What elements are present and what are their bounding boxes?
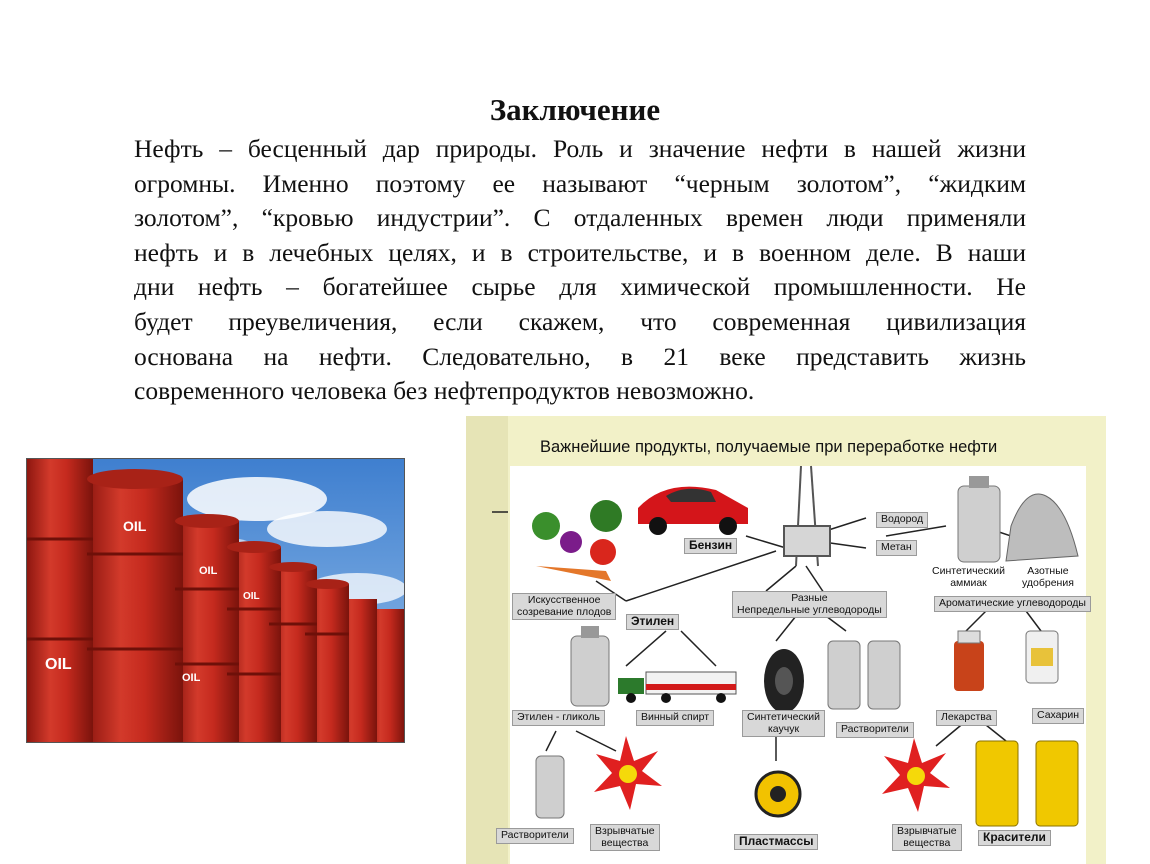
paragraph-line: золотом”, “кровью индустрии”. С отдаленных времен люди применяли: [134, 203, 1026, 233]
label-benzin: Бензин: [684, 538, 737, 554]
label-vzryv-2: [892, 824, 962, 851]
paragraph-line: современного человека без нефтепродуктов невозможно.: [134, 376, 755, 406]
diagram-graphics: [466, 416, 1106, 864]
label-kauchuk-line2: каучук: [767, 722, 800, 735]
label-metan: Метан: [876, 540, 917, 556]
paragraph-line: нефть и в лечебных целях, и в строительстве, и в военном деле. В наши: [134, 237, 1026, 267]
label-udobrenia-line2: удобрения: [1022, 576, 1074, 589]
paragraph-line: огромны. Именно поэтому ее называют “черным золотом”, “жидким: [134, 168, 1026, 198]
saccharin-jar-icon: [1026, 631, 1058, 683]
ethylene-bottle-icon: [571, 626, 609, 706]
label-kauchuk: [742, 710, 825, 737]
label-udobrenia: [1018, 565, 1078, 590]
label-sozrevanie-line2: созревание плодов: [517, 605, 612, 618]
paragraph-line: дни нефть – богатейшее сырье для химической промышленности. Не: [134, 272, 1026, 302]
solvent-bottle-icon: [536, 756, 564, 818]
label-aromatic: Ароматические углеводороды: [934, 596, 1091, 612]
label-vzryv-2-line2: вещества: [903, 836, 951, 849]
label-vzryv-2-line1: Взрывчатые: [897, 825, 957, 837]
label-sozrevanie-line1: Искусственное: [527, 594, 601, 606]
paragraph-line: Нефть – бесценный дар природы. Роль и значение нефти в нашей жизни: [134, 134, 1026, 163]
label-raznye: [732, 591, 887, 618]
label-spirt: Винный спирт: [636, 710, 714, 726]
plastic-gear-icon: [756, 772, 800, 816]
label-kauchuk-line1: Синтетический: [747, 711, 820, 723]
barrel-label: OIL: [123, 518, 147, 534]
label-vodorod: Водород: [876, 512, 928, 528]
conclusion-paragraph: [134, 132, 1026, 409]
diagram-title: Важнейшие продукты, получаемые при переработке нефти: [540, 438, 998, 456]
barrel-label: OIL: [45, 656, 72, 673]
label-plastmassy: Пластмассы: [734, 834, 818, 850]
label-raznye-line2: Непредельные углеводороды: [737, 603, 882, 616]
barrel-label: OIL: [199, 565, 218, 577]
label-lekarstva: Лекарства: [936, 710, 997, 726]
bottle-icon: [958, 476, 1000, 562]
paragraph-line: основана на нефти. Следовательно, в 21 веке представить жизнь: [134, 341, 1026, 371]
barrel-label: OIL: [243, 591, 260, 602]
label-etilenglikol: Этилен - гликоль: [512, 710, 605, 726]
tire-icon: [764, 649, 804, 713]
label-etilen: Этилен: [626, 614, 679, 630]
label-rastvoriteli-top: Растворители: [836, 722, 914, 738]
oil-products-diagram: [466, 416, 1106, 864]
barrel-label: OIL: [182, 672, 201, 684]
label-udobrenia-line1: Азотные: [1027, 565, 1069, 577]
medicine-bottle-icon: [954, 631, 984, 691]
label-ammiak-line1: Синтетический: [932, 565, 1005, 577]
label-ammiak-line2: аммиак: [950, 576, 987, 589]
oil-barrels-illustration: [27, 459, 405, 743]
label-raznye-line1: Разные: [791, 592, 828, 604]
slide-title: Заключение: [489, 92, 661, 127]
label-vzryv-1-line2: вещества: [601, 836, 649, 849]
label-krasiteli: Красители: [978, 830, 1051, 846]
label-vzryv-1: [590, 824, 660, 851]
label-sozrevanie: [512, 593, 616, 620]
label-ammiak: [928, 565, 1009, 590]
label-rastvoriteli-bottom: Растворители: [496, 828, 574, 844]
label-vzryv-1-line1: Взрывчатые: [595, 825, 655, 837]
oil-barrels-photo: [26, 458, 405, 743]
paragraph-line: будет преувеличения, если скажем, что современная цивилизация: [134, 306, 1026, 336]
label-saharin: Сахарин: [1032, 708, 1084, 724]
